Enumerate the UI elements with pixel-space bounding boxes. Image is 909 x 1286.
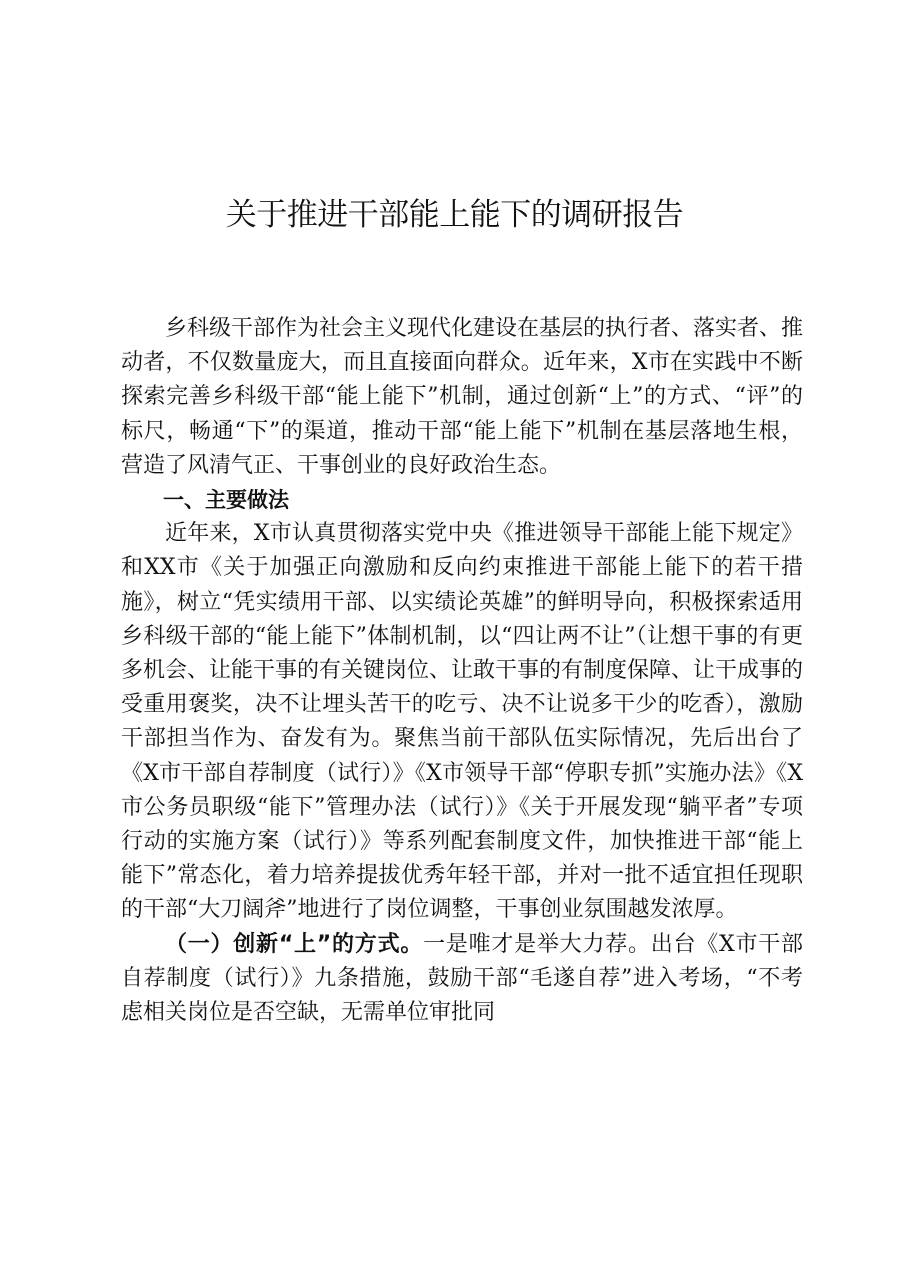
main-practices-paragraph: 近年来，X市认真贯彻落实党中央《推进领导干部能上能下规定》和XX市《关于加强正向激励和反向约束推进干部能上能下的若干措施》，树立“凭实绩用干部、以实绩论英雄”的鲜明导向，积极探索适用乡科级干部的“能上能下”体制机制，以“四让两不让”（让想干事的有更多机会、让能干事的有关键岗位、让敢干事的有制度保障、让干成事的受重用褒奖，决不让埋头苦干的吃亏、决不让说多干少的吃香），激励干部担当作为、奋发有为。聚焦当前干部队伍实际情况，先后出台了《X市干部自荐制度（试行）》《X市领导干部“停职专抓”实施办法》《X市公务员职级“能下”管理办法（试行）》《关于开展发现“躺平者”专项行动的实施方案（试行）》等系列配套制度文件，加快推进干部“能上能下”常态化，着力培养提拔优秀年轻干部，并对一批不适宜担任现职的干部“大刀阔斧”地进行了岗位调整，干事创业氛围越发浓厚。: [121, 521, 804, 923]
subsection-paragraph: [121, 928, 803, 1031]
subsection-heading-innovate: （一）创新“上”的方式。: [165, 931, 424, 957]
document-body: [121, 312, 803, 1030]
document-title: 关于推进干部能上能下的调研报告: [225, 197, 684, 233]
intro-paragraph: 乡科级干部作为社会主义现代化建设在基层的执行者、落实者、推动者，不仅数量庞大，而且直接面向群众。近年来，X市在实践中不断探索完善乡科级干部“能上能下”机制，通过创新“上”的方式、“评”的标尺，畅通“下”的渠道，推动干部“能上能下”机制在基层落地生根，营造了风清气正、干事创业的良好政治生态。: [121, 316, 804, 478]
subsection-text: 一是唯才是举大力荐。出台《X市干部自荐制度（试行）》九条措施，鼓励干部“毛遂自荐”进入考场，“不考虑相关岗位是否空缺，无需单位审批同: [121, 931, 803, 1026]
section-heading-main-practices: 一、主要做法: [163, 488, 289, 513]
